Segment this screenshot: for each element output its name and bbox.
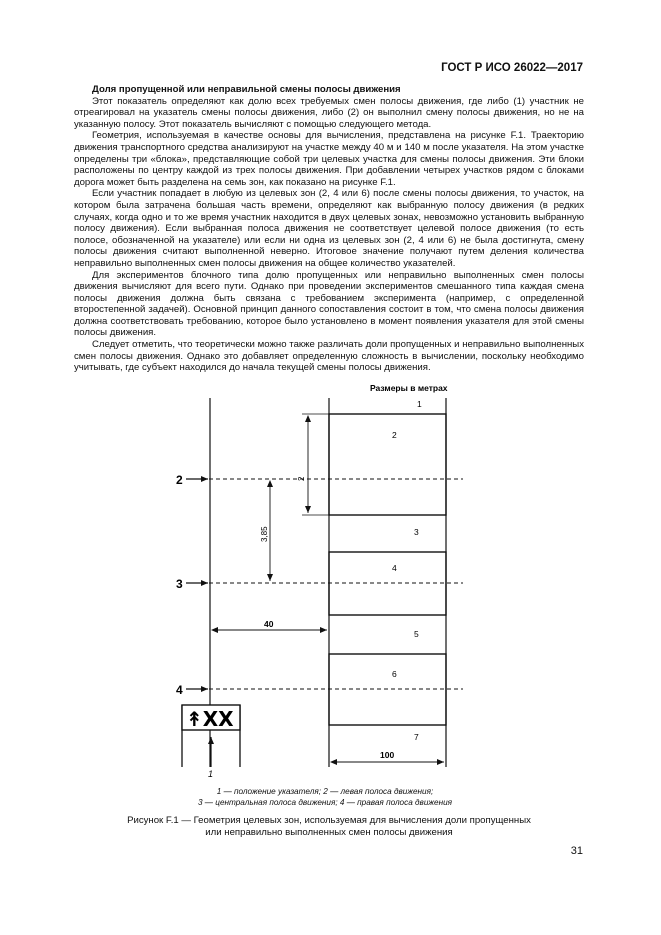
caption-line: или неправильно выполненных смен полосы движения bbox=[205, 827, 453, 838]
lane-label: 2 bbox=[176, 473, 183, 487]
units-note: Размеры в метрах bbox=[370, 383, 448, 393]
sign-label: 1 bbox=[208, 769, 214, 779]
paragraph: Если участник попадает в любую из целевых зон (2, 4 или 6) после смены полосы движения, то участок, на котором была затрачена большая часть времени, определяют как выбранную полосу движения (в редких случаях, когда одно и то же время участник находится в двух целевых зонах, невозможно установить выбранную полосу движения). Если выбранная полоса движения не соответствует целевой полосе движения (то есть полосе, обозначенной на указателе) или если ни одна из целевых зон (2, 4 или 6) не была достигнута, смену полосы движения считают выполненной неверно. Итоговое значение получают путем деления количества неправильно выполненных смен полосы движения на общее количество указателей. bbox=[74, 188, 584, 269]
page-number: 31 bbox=[570, 845, 583, 857]
zone-label: 6 bbox=[392, 669, 397, 679]
standard-header: ГОСТ Р ИСО 26022—2017 bbox=[441, 62, 583, 74]
sign-symbols: ↟XX bbox=[186, 707, 234, 731]
lane-label: 3 bbox=[176, 577, 183, 591]
paragraph: Этот показатель определяют как долю всех требуемых смен полосы движения, где либо (1) участник не отреагировал на указатель смены полосы движения, либо (2) он выполнил смену полосы движения, но не на указанную полосу. Этот показатель вычисляют с помощью следующего метода. bbox=[74, 95, 584, 130]
legend-line: 1 — положение указателя; 2 — левая полоса движения; bbox=[216, 787, 434, 796]
zone-label: 1 bbox=[417, 399, 422, 409]
dim-start-label: 40 bbox=[264, 619, 274, 629]
zone-label: 4 bbox=[392, 563, 397, 573]
zone-label: 2 bbox=[392, 430, 397, 440]
zone-label: 7 bbox=[414, 732, 419, 742]
zone-label: 5 bbox=[414, 629, 419, 639]
paragraph: Геометрия, используемая в качестве основы для вычисления, представлена на рисунке F.1. Траекторию движения транспортного средства анализируют на участке между 40 м и 140 м после указателя. На этом участке определены три «блока», представляющие собой три целевых участка для смены полосы движения. Эти блоки расположены по центру каждой из трех полосы движения. При добавлении четырех участков рядом с блоками дорога может быть разделена на семь зон, как показано на рисунке F.1. bbox=[74, 130, 584, 188]
section-heading: Доля пропущенной или неправильной смены полосы движения bbox=[92, 84, 401, 95]
zone-label: 3 bbox=[414, 527, 419, 537]
figure-legend bbox=[130, 786, 520, 808]
paragraph: Следует отметить, что теоретически можно также различать доли пропущенных и неправильно выполненных смен полосы движения. Однако это добавляет определенную сложность в вычислении, поскольку необходимо учитывать, где субъект находился до начала текущей смены полосы движения. bbox=[74, 339, 584, 374]
lane-label: 4 bbox=[176, 683, 183, 697]
figure-caption bbox=[74, 815, 584, 839]
caption-line: Рисунок F.1 — Геометрия целевых зон, используемая для вычисления доли пропущенных bbox=[127, 815, 531, 826]
target-block-left bbox=[329, 414, 446, 515]
dim-length-label: 100 bbox=[380, 750, 395, 760]
legend-line: 3 — центральная полоса движения; 4 — правая полоса движения bbox=[197, 798, 453, 807]
paragraph: Для экспериментов блочного типа долю пропущенных или неправильно выполненных смен полосы движения вычисляют для всего пути. Однако при проведении экспериментов смешанного типа каждая смена полосы движения должна быть связана с требованием эксперимента (например, с определенной второстепенной задачей). Основной принцип данного сопоставления состоит в том, что смена полосы движения должна соответствовать требованию, которое было установлено в момент появления указателя для этой смены полосы движения. bbox=[74, 269, 584, 339]
dim-block-label: 2 bbox=[297, 476, 306, 481]
dim-spacing-label: 3,85 bbox=[260, 526, 269, 542]
